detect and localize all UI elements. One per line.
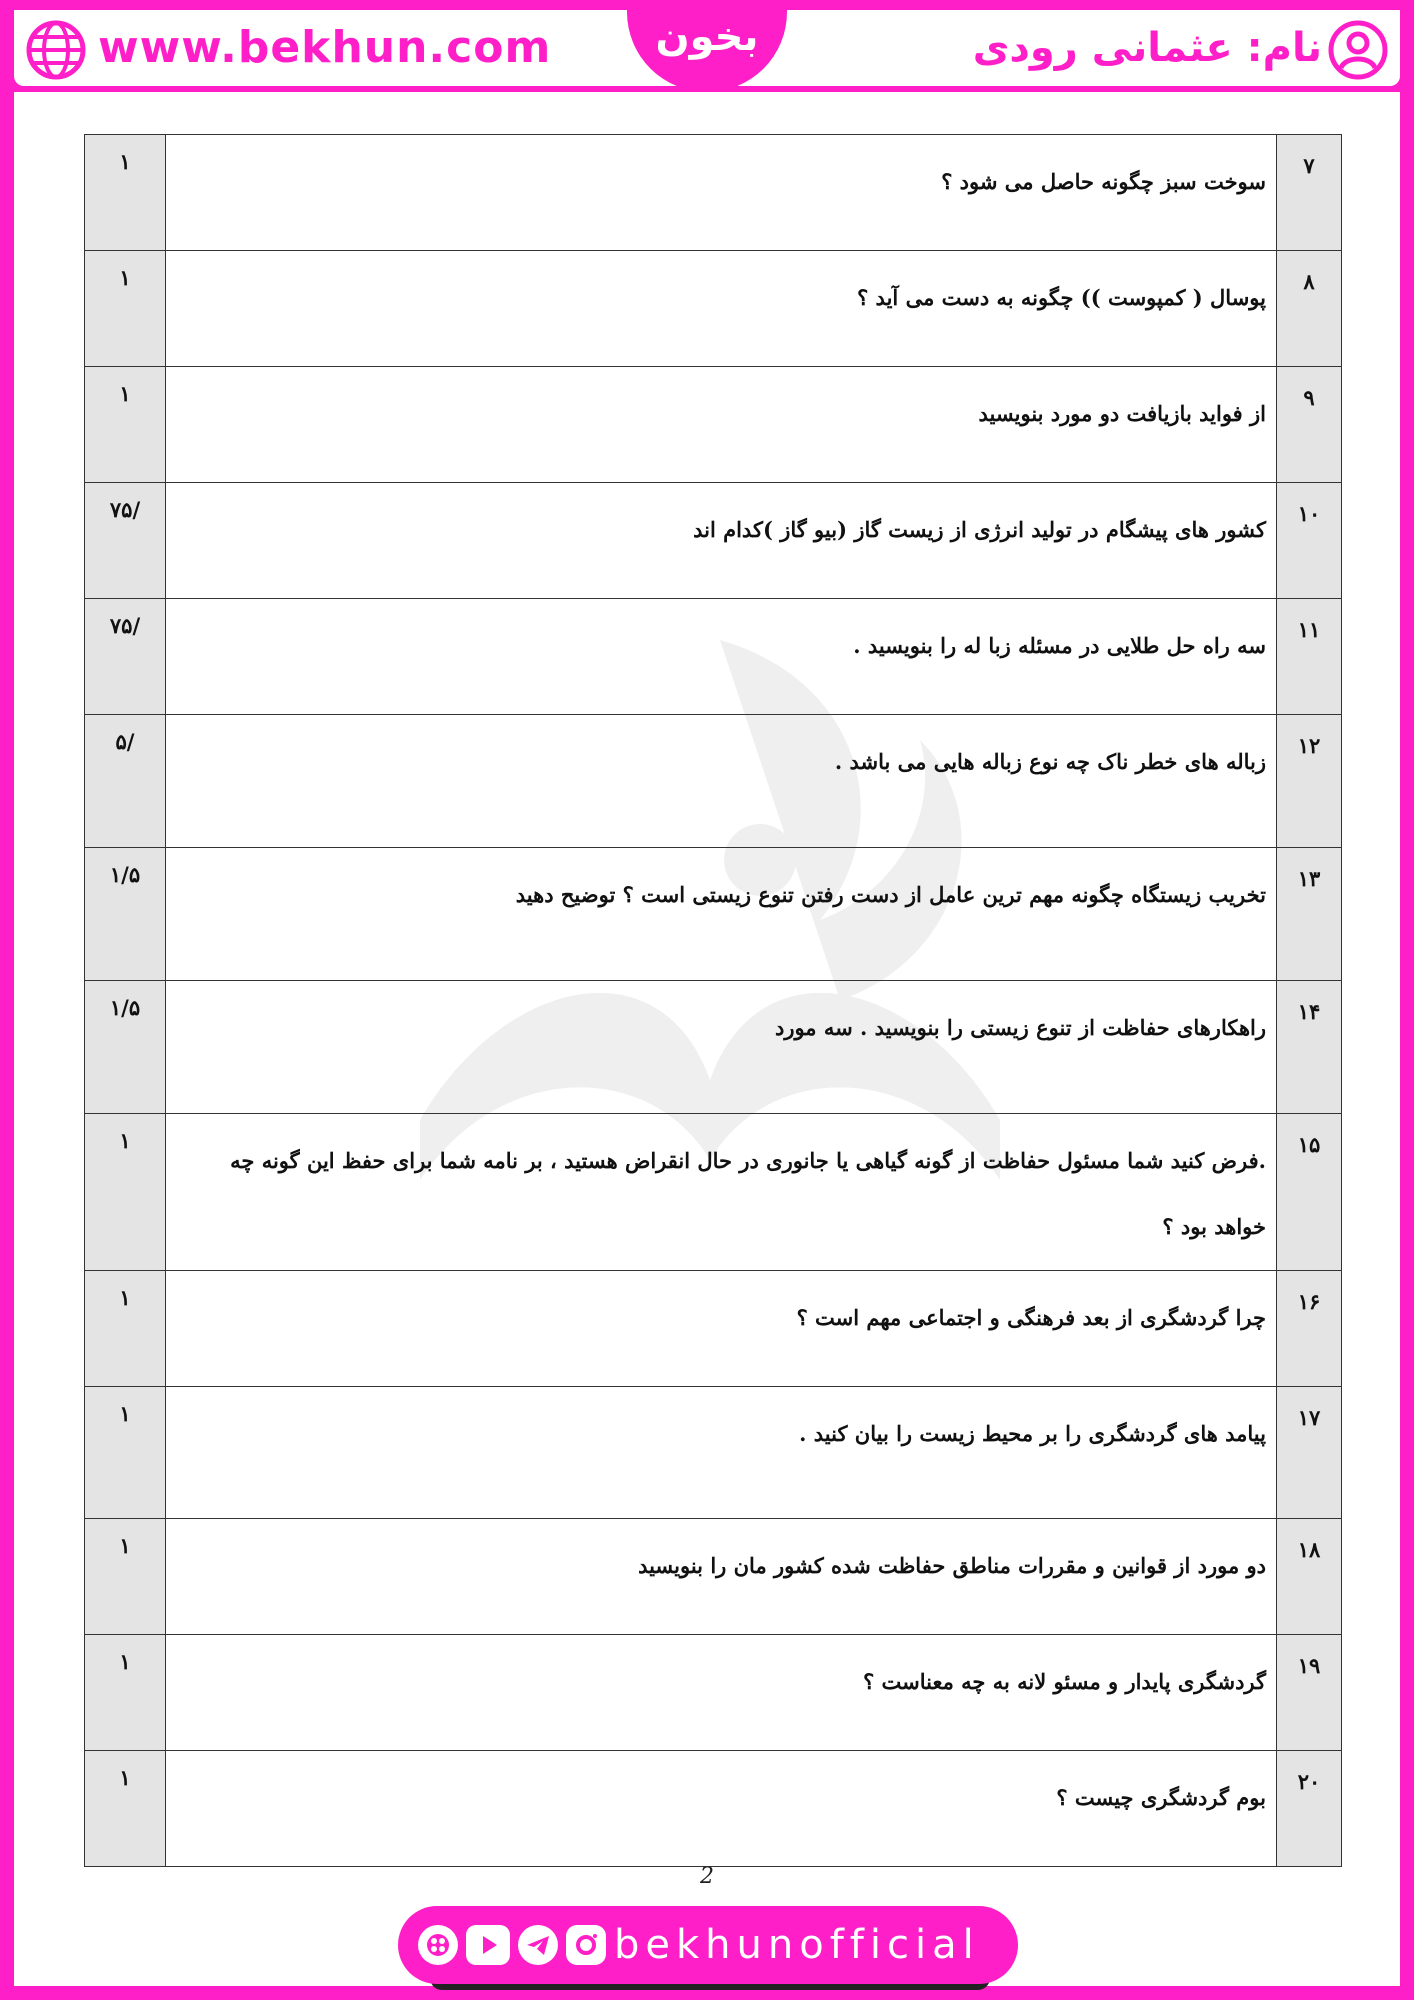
table-row — [85, 251, 1342, 367]
table-row — [85, 599, 1342, 715]
question-score: ۱ — [85, 1519, 166, 1635]
question-text: راهکارهای حفاظت از تنوع زیستی را بنویسید . سه مورد — [166, 981, 1277, 1114]
question-text: .فرض کنید شما مسئول حفاظت از گونه گیاهی یا جانوری در حال انقراض هستید ، بر نامه شما برای حفظ این گونه چه خواهد بود ؟ — [166, 1114, 1277, 1271]
question-text: سه راه حل طلایی در مسئله زبا له را بنویسید . — [166, 599, 1277, 715]
question-text: کشور های پیشگام در تولید انرژی از زیست گاز (بیو گاز )کدام اند — [166, 483, 1277, 599]
question-text: بوم گردشگری چیست ؟ — [166, 1751, 1277, 1867]
question-number: ۱۰ — [1277, 483, 1342, 599]
question-score: ۱ — [85, 1387, 166, 1519]
questions-table — [84, 134, 1342, 1867]
question-score: ۱ — [85, 251, 166, 367]
question-score: ۱ — [85, 135, 166, 251]
page-number: 2 — [700, 1864, 714, 1889]
question-text: پیامد های گردشگری را بر محیط زیست را بیان کنید . — [166, 1387, 1277, 1519]
question-number: ۱۱ — [1277, 599, 1342, 715]
table-row — [85, 1387, 1342, 1519]
student-name: نام: عثمانی رودی — [972, 25, 1322, 71]
question-score: ۱ — [85, 1635, 166, 1751]
question-text: پوسال ( کمپوست )) چگونه به دست می آید ؟ — [166, 251, 1277, 367]
question-number: ۱۳ — [1277, 848, 1342, 981]
question-score: /۷۵ — [85, 599, 166, 715]
table-row — [85, 715, 1342, 848]
question-score: ۱/۵ — [85, 848, 166, 981]
table-row — [85, 483, 1342, 599]
question-score: ۱ — [85, 1751, 166, 1867]
question-number: ۱۵ — [1277, 1114, 1342, 1271]
table-row — [85, 981, 1342, 1114]
question-number: ۱۴ — [1277, 981, 1342, 1114]
question-number: ۸ — [1277, 251, 1342, 367]
table-row — [85, 1635, 1342, 1751]
question-score: /۷۵ — [85, 483, 166, 599]
question-text: زباله های خطر ناک چه نوع زباله هایی می باشد . — [166, 715, 1277, 848]
table-row — [85, 1114, 1342, 1271]
question-number: ۱۶ — [1277, 1271, 1342, 1387]
footer-handle[interactable]: bekhunofficial — [614, 1922, 980, 1968]
question-number: ۱۸ — [1277, 1519, 1342, 1635]
globe-icon — [26, 20, 86, 80]
table-row — [85, 1519, 1342, 1635]
question-score: ۱ — [85, 367, 166, 483]
footer-social-bar — [398, 1906, 1018, 1984]
aparat-icon[interactable] — [418, 1925, 458, 1965]
table-row — [85, 1271, 1342, 1387]
telegram-icon[interactable] — [518, 1925, 558, 1965]
instagram-icon[interactable] — [566, 1925, 606, 1965]
table-row — [85, 135, 1342, 251]
youtube-icon[interactable] — [466, 1925, 510, 1965]
question-text: گردشگری پایدار و مسئو لانه به چه معناست ؟ — [166, 1635, 1277, 1751]
question-number: ۷ — [1277, 135, 1342, 251]
question-number: ۱۷ — [1277, 1387, 1342, 1519]
question-text: چرا گردشگری از بعد فرهنگی و اجتماعی مهم است ؟ — [166, 1271, 1277, 1387]
header-bar — [0, 0, 1414, 92]
question-text: از فواید بازیافت دو مورد بنویسید — [166, 367, 1277, 483]
table-row — [85, 367, 1342, 483]
logo-text: بخون — [655, 14, 759, 60]
question-number: ۲۰ — [1277, 1751, 1342, 1867]
question-text: تخریب زیستگاه چگونه مهم ترین عامل از دست رفتن تنوع زیستی است ؟ توضیح دهید — [166, 848, 1277, 981]
question-number: ۹ — [1277, 367, 1342, 483]
site-url-link[interactable]: www.bekhun.com — [98, 22, 552, 73]
table-row — [85, 848, 1342, 981]
table-row — [85, 1751, 1342, 1867]
question-score: ۱ — [85, 1114, 166, 1271]
question-number: ۱۲ — [1277, 715, 1342, 848]
question-score: /۵ — [85, 715, 166, 848]
question-number: ۱۹ — [1277, 1635, 1342, 1751]
question-text: دو مورد از قوانین و مقررات مناطق حفاظت شده کشور مان را بنویسید — [166, 1519, 1277, 1635]
question-text: سوخت سبز چگونه حاصل می شود ؟ — [166, 135, 1277, 251]
question-score: ۱/۵ — [85, 981, 166, 1114]
question-score: ۱ — [85, 1271, 166, 1387]
user-icon — [1328, 20, 1388, 80]
